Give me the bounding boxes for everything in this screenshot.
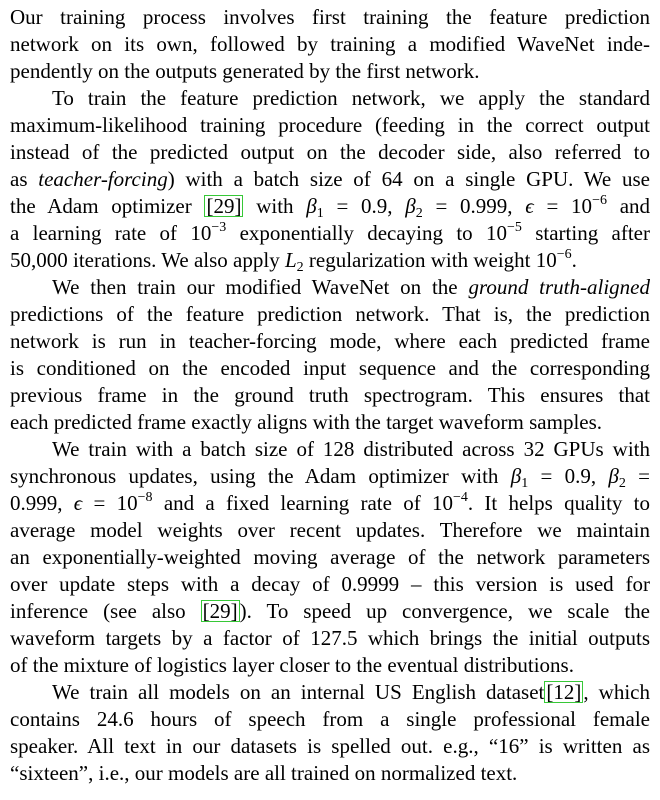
italic-text: β bbox=[608, 464, 619, 488]
text-run: synchronous updates, using the Adam optimizer with bbox=[10, 464, 511, 488]
paragraph-line bbox=[10, 463, 650, 490]
text-run: We train all models on an internal US English dataset bbox=[52, 680, 545, 704]
text-run: = bbox=[625, 464, 651, 488]
paragraph-line bbox=[10, 4, 650, 31]
citation-link[interactable]: [29] bbox=[206, 194, 242, 218]
text-run: average model weights over recent updates. Therefore we maintain bbox=[10, 518, 650, 542]
text-run: To train the feature prediction network, we apply the standard bbox=[52, 86, 650, 110]
text-run: , which bbox=[583, 680, 651, 704]
paragraph-line bbox=[52, 274, 650, 301]
paragraph-line bbox=[10, 193, 650, 220]
paragraph-line bbox=[10, 706, 650, 733]
paragraph-line bbox=[52, 679, 650, 706]
text-run: exponentially decaying to 10 bbox=[226, 221, 507, 245]
subscript: 2 bbox=[296, 260, 304, 275]
paragraph-line bbox=[10, 301, 650, 328]
paragraph-line bbox=[10, 112, 650, 139]
text-run: network is run in teacher-forcing mode, where each predicted frame bbox=[10, 329, 650, 353]
text-run: speaker. All text in our datasets is spelled out. e.g., “16” is written as bbox=[10, 734, 650, 758]
text-run: previous frame in the ground truth spectrogram. This ensures that bbox=[10, 383, 650, 407]
paragraph-line bbox=[10, 760, 650, 787]
text-run: of the mixture of logistics layer closer to the eventual distributions. bbox=[10, 653, 574, 677]
paragraph-line bbox=[10, 544, 650, 571]
text-run: = 0.9, bbox=[323, 194, 406, 218]
citation-link[interactable]: [12] bbox=[546, 680, 582, 704]
paragraph-line bbox=[10, 652, 650, 679]
paragraph-line bbox=[10, 571, 650, 598]
citation-link[interactable]: [29] bbox=[202, 599, 238, 623]
text-run: predictions of the feature prediction network. That is, the prediction bbox=[10, 302, 650, 326]
italic-text: ground truth-aligned bbox=[468, 275, 651, 299]
paragraph-line bbox=[10, 625, 650, 652]
paragraph-line bbox=[10, 58, 650, 85]
paragraph-line bbox=[10, 355, 650, 382]
text-run: ) with a batch size of 64 on a single GPU. We use bbox=[167, 167, 650, 191]
paragraph-line bbox=[10, 247, 650, 274]
paragraph-line bbox=[10, 220, 650, 247]
superscript: −6 bbox=[592, 193, 607, 208]
italic-text: β bbox=[405, 194, 416, 218]
text-run: over update steps with a decay of 0.9999 – this version is used for bbox=[10, 572, 650, 596]
text-run: and bbox=[606, 194, 651, 218]
italic-text: β bbox=[510, 464, 522, 488]
italic-text: ϵ bbox=[525, 194, 534, 218]
text-run: contains 24.6 hours of speech from a single professional female bbox=[10, 707, 650, 731]
paragraph-line bbox=[10, 31, 650, 58]
paragraph-line bbox=[10, 517, 650, 544]
paragraph-line bbox=[10, 139, 650, 166]
text-run: = 10 bbox=[82, 491, 138, 515]
text-run: . bbox=[571, 248, 577, 272]
text-run: instead of the predicted output on the decoder side, also referred to bbox=[10, 140, 650, 164]
italic-text: ϵ bbox=[73, 491, 83, 515]
italic-text: teacher-forcing bbox=[38, 167, 168, 191]
paragraph-line bbox=[52, 436, 650, 463]
text-run: . It helps quality to bbox=[467, 491, 651, 515]
text-run: and a fixed learning rate of 10 bbox=[152, 491, 453, 515]
paragraph-line bbox=[10, 490, 650, 517]
text-run: the Adam optimizer bbox=[10, 194, 205, 218]
superscript: −6 bbox=[556, 247, 572, 262]
text-run: each predicted frame exactly aligns with the target waveform samples. bbox=[10, 410, 603, 434]
text-run: as bbox=[10, 167, 39, 191]
paragraph-line bbox=[10, 328, 650, 355]
subscript: 1 bbox=[316, 206, 324, 221]
subscript: 1 bbox=[521, 476, 529, 491]
text-run: Our training process involves first training the feature prediction bbox=[10, 5, 650, 29]
text-run: ). To speed up convergence, we scale the bbox=[239, 599, 650, 623]
paragraph-line bbox=[10, 598, 650, 625]
superscript: −8 bbox=[137, 490, 153, 505]
text-run: pendently on the outputs generated by the first network. bbox=[10, 59, 480, 83]
subscript: 2 bbox=[415, 206, 423, 221]
italic-text: L bbox=[284, 248, 297, 272]
text-run: network on its own, followed by training a modified WaveNet inde- bbox=[10, 32, 650, 56]
subscript: 2 bbox=[618, 476, 626, 491]
paragraph-line bbox=[10, 409, 650, 436]
text-run: = 0.9, bbox=[528, 464, 609, 488]
paragraph-line bbox=[10, 166, 650, 193]
paragraph-line bbox=[10, 733, 650, 760]
paragraph-line bbox=[10, 382, 650, 409]
text-run: 0.999, bbox=[10, 491, 74, 515]
text-run: We then train our modified WaveNet on the bbox=[52, 275, 469, 299]
text-run: an exponentially-weighted moving average of the network parameters bbox=[10, 545, 650, 569]
text-run: regularization with weight 10 bbox=[303, 248, 557, 272]
text-run: waveform targets by a factor of 127.5 which brings the initial outputs bbox=[10, 626, 650, 650]
text-run: We train with a batch size of 128 distributed across 32 GPUs with bbox=[52, 437, 650, 461]
superscript: −3 bbox=[211, 220, 227, 235]
superscript: −4 bbox=[452, 490, 468, 505]
text-run: = 0.999, bbox=[422, 194, 526, 218]
text-run: maximum-likelihood training procedure (feeding in the correct output bbox=[10, 113, 650, 137]
text-run: starting after bbox=[521, 221, 650, 245]
text-run: a learning rate of 10 bbox=[10, 221, 212, 245]
text-run: “sixteen”, i.e., our models are all trained on normalized text. bbox=[10, 761, 518, 785]
text-run: inference (see also bbox=[10, 599, 201, 623]
paragraph-line bbox=[52, 85, 650, 112]
text-run: is conditioned on the encoded input sequence and the corresponding bbox=[10, 356, 650, 380]
italic-text: β bbox=[306, 194, 317, 218]
text-run: with bbox=[243, 194, 307, 218]
superscript: −5 bbox=[507, 220, 522, 235]
text-run: 50,000 iterations. We also apply bbox=[10, 248, 285, 272]
text-run: = 10 bbox=[533, 194, 593, 218]
